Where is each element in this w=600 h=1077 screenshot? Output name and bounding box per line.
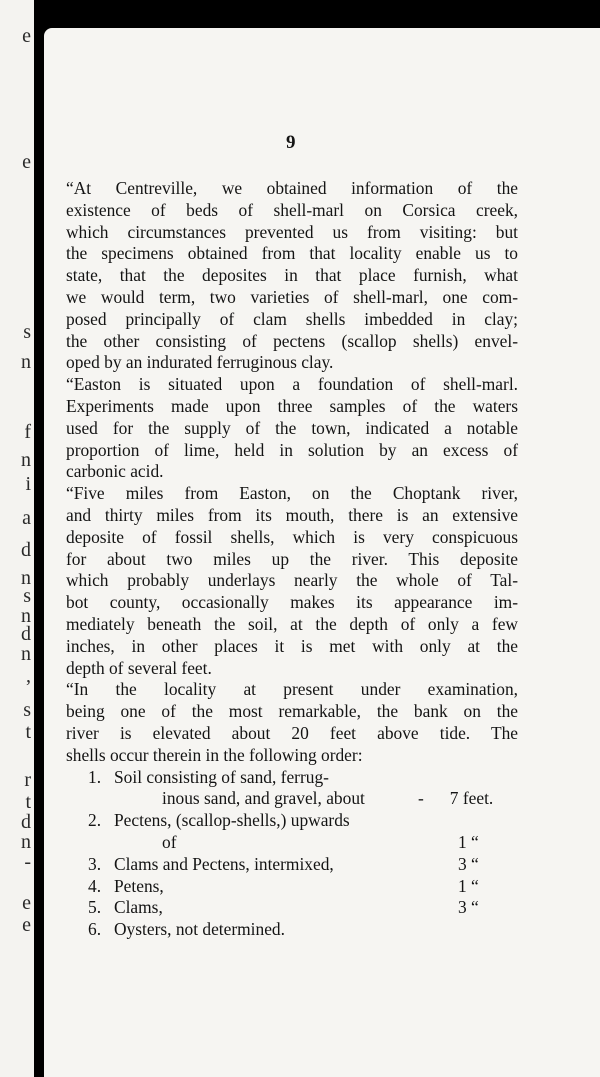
text-line: depth of several feet.: [66, 657, 212, 678]
text-line: “Easton is situated upon a foundation of shell-marl.: [66, 374, 518, 395]
text-line: “Five miles from Easton, on the Choptank river,: [66, 483, 518, 504]
text-line: shells occur therein in the following order:: [66, 744, 363, 765]
margin-fragment: t: [25, 791, 31, 813]
margin-fragment: e: [22, 914, 31, 936]
text-line: river is elevated about 20 feet above tide. The: [66, 722, 518, 743]
text-line: bot county, occasionally makes its appearance im-: [66, 592, 518, 613]
margin-fragment: n: [21, 351, 31, 373]
list-item-amount: 3 “: [458, 897, 479, 918]
page-number: 9: [286, 132, 296, 153]
text-line: which probably underlays nearly the whole of Tal-: [66, 570, 518, 591]
text-line: Experiments made upon three samples of the waters: [66, 395, 518, 416]
list-item-amount: 7 feet.: [449, 788, 494, 809]
list-item-number: 6.: [88, 919, 102, 940]
list-item: [66, 919, 518, 941]
list-item-quantity: [418, 767, 518, 811]
margin-fragment: n: [21, 643, 31, 665]
list-item-text: Clams,: [114, 897, 163, 918]
paragraph: [66, 483, 518, 679]
text-line: proportion of lime, held in solution by an excess of: [66, 439, 518, 460]
list-item-quantity: [458, 919, 518, 941]
list-item: [66, 810, 518, 854]
list-item-amount: 1 “: [458, 875, 479, 896]
list-item: [66, 854, 518, 876]
margin-fragment: -: [24, 851, 31, 873]
list-item-continuation: of: [162, 831, 177, 852]
margin-fragment: ,: [26, 665, 31, 687]
list-item-number: 3.: [88, 853, 102, 874]
list-item-text: Clams and Pectens, intermixed,: [114, 853, 334, 874]
text-line: carbonic acid.: [66, 461, 164, 482]
margin-fragment: n: [21, 831, 31, 853]
margin-fragment: r: [24, 769, 31, 791]
list-item-quantity: [458, 876, 518, 898]
text-line: the specimens obtained from that locality enable us to: [66, 243, 518, 264]
list-item-amount: 3 “: [458, 853, 479, 874]
margin-fragment: d: [21, 811, 31, 833]
list-item-text: Petens,: [114, 875, 164, 896]
previous-page-margin: [0, 0, 34, 1077]
margin-fragment: n: [21, 449, 31, 471]
text-line: existence of beds of shell-marl on Corsica creek,: [66, 199, 518, 220]
margin-fragment: n: [21, 567, 31, 589]
list-item-quantity: [458, 854, 518, 876]
text-line: state, that the deposites in that place furnish, what: [66, 265, 518, 286]
list-item-amount: 1 “: [458, 831, 479, 852]
text-line: inches, in other places it is met with only at the: [66, 635, 518, 656]
margin-fragment: s: [23, 585, 31, 607]
text-line: “In the locality at present under examination,: [66, 679, 518, 700]
paragraph: [66, 679, 518, 766]
margin-fragment: d: [21, 539, 31, 561]
margin-fragment: i: [25, 473, 31, 495]
text-line: oped by an indurated ferruginous clay.: [66, 352, 334, 373]
margin-fragment: s: [23, 321, 31, 343]
margin-fragment: s: [23, 699, 31, 721]
list-item: [66, 876, 518, 898]
list-item: [66, 897, 518, 919]
text-line: mediately beneath the soil, at the depth of only a few: [66, 613, 518, 634]
text-line: and thirty miles from its mouth, there is an extensive: [66, 504, 518, 525]
margin-fragment: f: [24, 421, 31, 443]
text-line: posed principally of clam shells imbedded in clay;: [66, 308, 518, 329]
list-item-quantity: [458, 810, 518, 854]
text-line: “At Centreville, we obtained information of the: [66, 178, 518, 198]
page-text: [66, 178, 518, 941]
text-line: deposite of fossil shells, which is very conspicuous: [66, 526, 518, 547]
list-item-dash: -: [418, 788, 424, 809]
margin-fragment: a: [22, 507, 31, 529]
text-line: being one of the most remarkable, the bank on the: [66, 701, 518, 722]
text-line: the other consisting of pectens (scallop shells) envel-: [66, 330, 518, 351]
text-line: used for the supply of the town, indicated a notable: [66, 417, 518, 438]
paragraph: [66, 374, 518, 483]
list-item: [66, 767, 518, 811]
margin-fragment: e: [22, 151, 31, 173]
list-item-number: 4.: [88, 875, 102, 896]
text-line: we would term, two varieties of shell-marl, one com-: [66, 286, 518, 307]
paragraph: [66, 178, 518, 374]
list-item-text: Pectens, (scallop-shells,) upwards: [114, 810, 350, 831]
margin-fragment: t: [25, 721, 31, 743]
margin-fragment: n: [21, 605, 31, 627]
text-line: for about two miles up the river. This deposite: [66, 548, 518, 569]
margin-fragment: e: [22, 25, 31, 47]
text-line: which circumstances prevented us from visiting: but: [66, 221, 518, 242]
shell-layer-list: [66, 767, 518, 941]
margin-fragment: d: [21, 623, 31, 645]
list-item-quantity: [458, 897, 518, 919]
list-item-number: 5.: [88, 897, 102, 918]
list-item-text: Soil consisting of sand, ferrug-: [114, 766, 329, 787]
list-item-number: 2.: [88, 810, 102, 831]
list-item-text: Oysters, not determined.: [114, 919, 285, 940]
list-item-continuation: inous sand, and gravel, about: [162, 788, 365, 809]
book-page: [44, 28, 600, 1077]
list-item-number: 1.: [88, 766, 102, 787]
margin-fragment: e: [22, 892, 31, 914]
